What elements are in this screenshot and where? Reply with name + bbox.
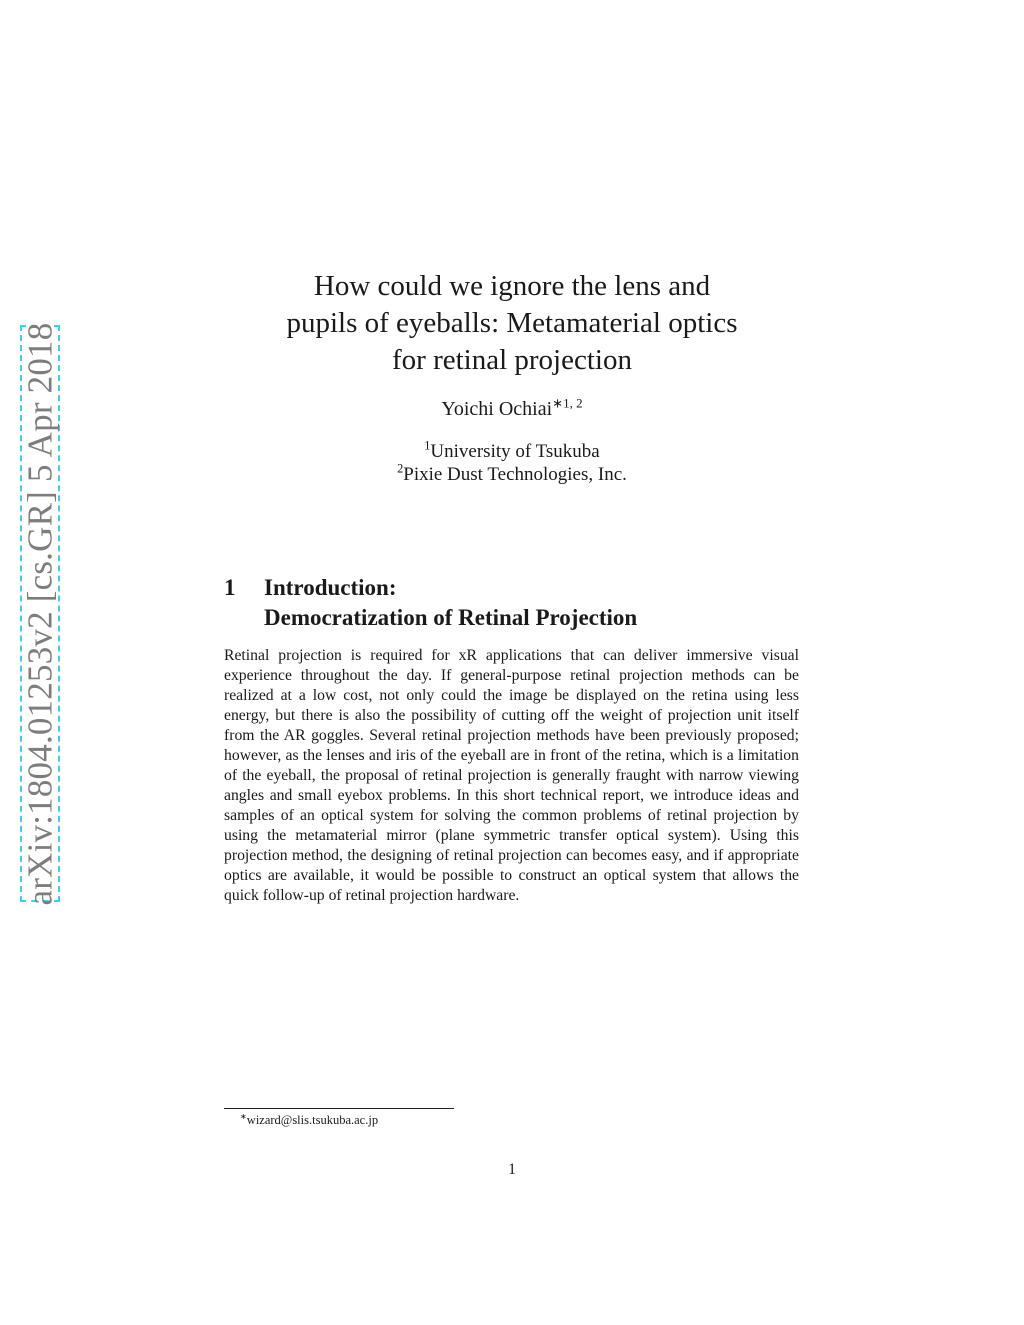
title-line: pupils of eyeballs: Metamaterial optics	[286, 307, 738, 339]
author	[250, 395, 774, 421]
title-line: How could we ignore the lens and	[313, 270, 711, 302]
section-title	[264, 573, 637, 633]
paper-title	[250, 268, 774, 379]
affiliations	[250, 440, 774, 486]
affiliation	[250, 440, 774, 463]
section-heading	[224, 573, 784, 633]
footnote	[240, 1113, 378, 1128]
arxiv-identifier: arXiv:1804.01253v2 [cs.GR] 5 Apr 2018	[20, 322, 59, 905]
arxiv-stamp	[20, 322, 60, 905]
affiliation-mark: 2	[397, 461, 404, 476]
author-name: Yoichi Ochiai	[441, 398, 553, 420]
affiliation-name: Pixie Dust Technologies, Inc.	[403, 464, 627, 485]
footnote-email: wizard@slis.tsukuba.ac.jp	[246, 1113, 379, 1127]
affiliation-mark: 1	[424, 438, 431, 453]
section-title-line: Democratization of Retinal Projection	[264, 605, 638, 630]
affiliation-name: University of Tsukuba	[430, 441, 600, 462]
author-marks: ∗1, 2	[552, 395, 583, 411]
page-number: 1	[508, 1161, 516, 1178]
footnote-rule	[224, 1108, 454, 1109]
title-line: for retinal projection	[392, 344, 632, 376]
section-number: 1	[224, 575, 236, 600]
section-title-line: Introduction:	[264, 575, 397, 600]
affiliation	[250, 463, 774, 486]
intro-paragraph: Retinal projection is required for xR applications that can deliver immersive visual experience throughout the day. If general-purpose retinal projection methods can be realized at a low cost, not only could the image be displayed on the retina using less energy, but there is also the possibility of cutting off the weight of projection unit itself from the AR goggles. Several retinal projection methods have been previously proposed; however, as the lenses and iris of the eyeball are in front of the retina, which is a limitation of the eyeball, the proposal of retinal projection is generally fraught with narrow viewing angles and small eyebox problems. In this short technical report, we introduce ideas and samples of an optical system for solving the common problems of retinal projection by using the metamaterial mirror (plane symmetric transfer optical system). Using this projection method, the designing of retinal projection can becomes easy, and if appropriate optics are available, it would be possible to construct an optical system that allows the quick follow-up of retinal projection hardware.	[224, 647, 799, 904]
footnote-mark: ∗	[240, 1111, 247, 1121]
